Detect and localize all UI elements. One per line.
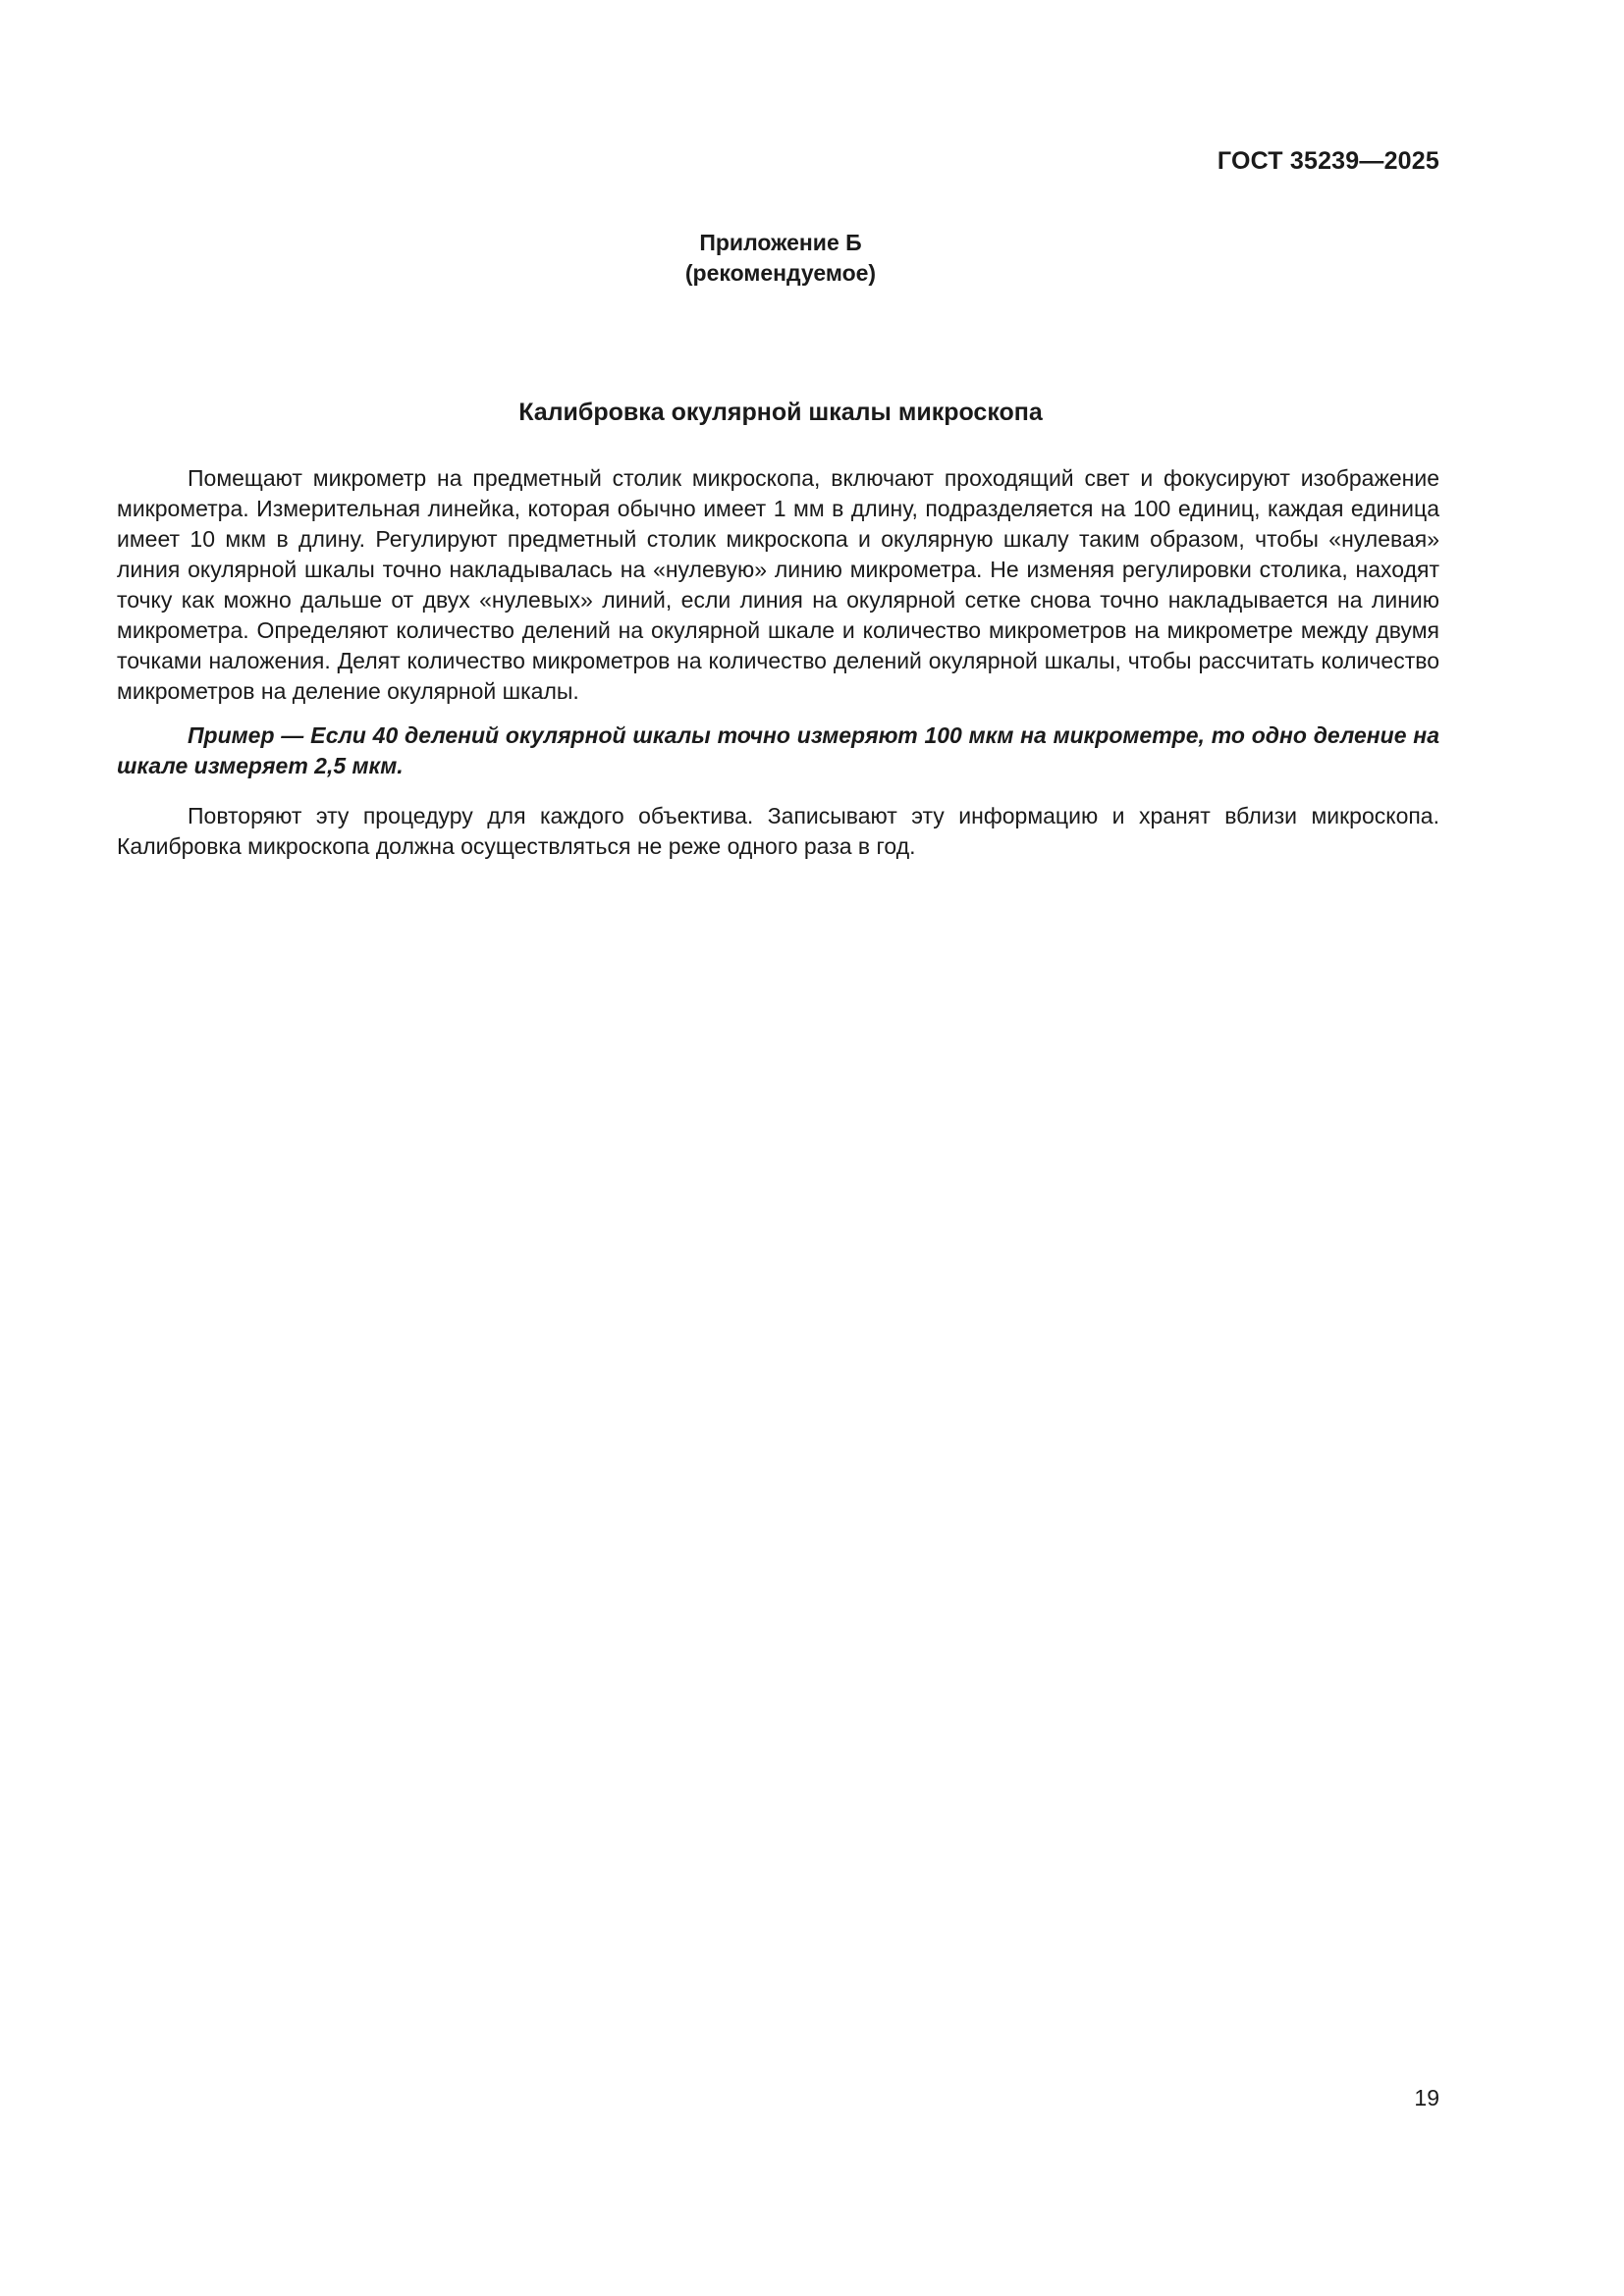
- document-body: [117, 463, 1439, 862]
- procedure-paragraph: Помещают микрометр на предметный столик микроскопа, включают проходящий свет и фокусируют изображение микрометра. Измерительная линейка, которая обычно имеет 1 мм в длину, подразделяется на 100 единиц, каждая единица имеет 10 мкм в длину. Регулируют предметный столик микроскопа и окулярную шкалу таким образом, чтобы «нулевая» линия окулярной шкалы точно накладывалась на «нулевую» линию микрометра. Не изменяя регулировки столика, находят точку как можно дальше от двух «нулевых» линий, если линия на окулярной сетке снова точно накладывается на линию микрометра. Определяют количество делений на окулярной шкале и количество микрометров на микрометре между двумя точками наложения. Делят количество микрометров на количество делений окулярной шкалы, чтобы рассчитать количество микрометров на деление окулярной шкалы.: [117, 465, 1439, 704]
- example-paragraph: Пример — Если 40 делений окулярной шкалы точно измеряют 100 мкм на микрометре, то одно деление на шкале измеряет 2,5 мкм.: [117, 722, 1439, 778]
- page-number: 19: [1414, 2085, 1439, 2110]
- closing-paragraph: Повторяют эту процедуру для каждого объектива. Записывают эту информацию и хранят вблизи микроскопа. Калибровка микроскопа должна осуществляться не реже одного раза в год.: [117, 803, 1439, 859]
- appendix-status: (рекомендуемое): [684, 260, 877, 286]
- section-title: Калибровка окулярной шкалы микроскопа: [518, 399, 1043, 426]
- document-code: ГОСТ 35239—2025: [1217, 147, 1439, 175]
- appendix-title: Приложение Б: [699, 230, 862, 255]
- appendix-heading: [0, 228, 1561, 289]
